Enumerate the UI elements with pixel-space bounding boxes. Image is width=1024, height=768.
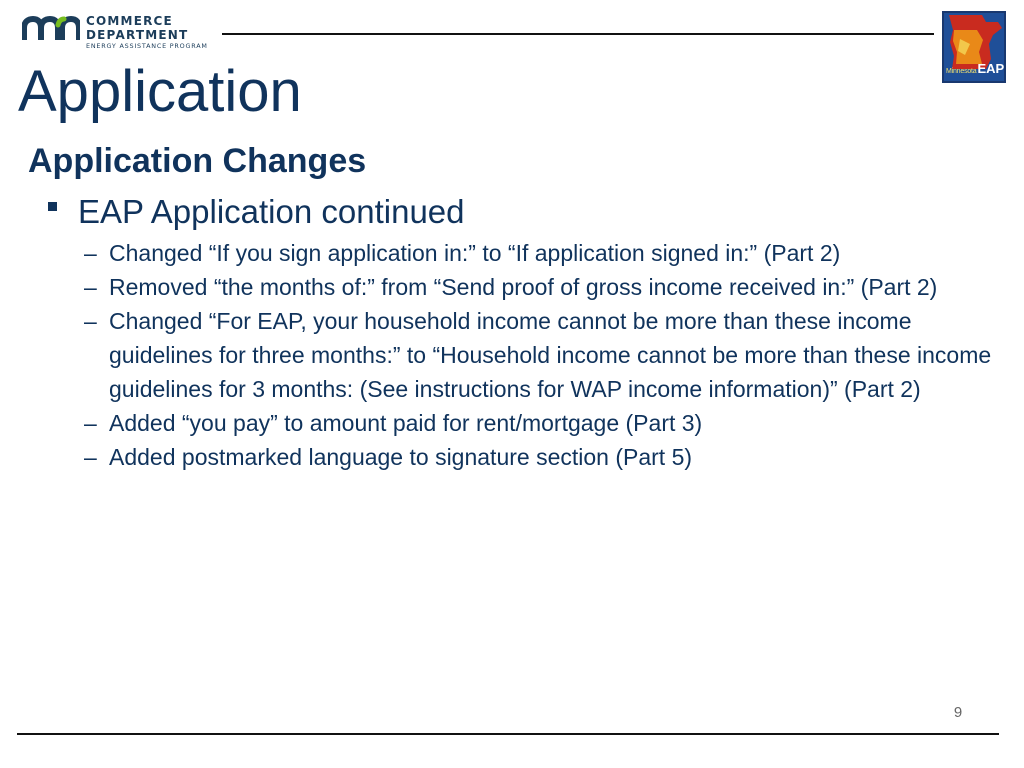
dash-bullet: –	[84, 410, 97, 436]
change-list-item	[84, 304, 994, 406]
change-text: Changed “For EAP, your household income cannot be more than these income guidelines for three months:” to “Household income cannot be more than these income guidelines for 3 months: (See instructions for WAP income information)” (Part 2)	[109, 308, 992, 402]
eap-label: EAP	[977, 61, 1005, 76]
dash-bullet: –	[84, 240, 97, 266]
logo-program: ENERGY ASSISTANCE PROGRAM	[86, 42, 208, 50]
change-text: Added “you pay” to amount paid for rent/mortgage (Part 3)	[109, 410, 703, 436]
change-list-item	[84, 440, 994, 474]
dash-bullet: –	[84, 274, 97, 300]
change-list-item	[84, 406, 994, 440]
change-list-item	[84, 270, 994, 304]
mn-commerce-logo	[22, 14, 222, 54]
logo-department: DEPARTMENT	[86, 28, 189, 42]
page-number: 9	[953, 704, 963, 721]
logo-wordmark	[86, 15, 208, 49]
eap-caption	[946, 60, 1004, 78]
section-heading: Application Changes	[28, 142, 367, 180]
slide-title: Application	[18, 59, 302, 124]
mn-logo-mark	[22, 16, 80, 42]
change-text: Removed “the months of:” from “Send proof of gross income received in:” (Part 2)	[109, 274, 938, 300]
change-list-item	[84, 236, 994, 270]
dash-bullet: –	[84, 308, 97, 334]
header-rule	[222, 33, 934, 35]
change-list	[84, 236, 994, 474]
change-text: Added postmarked language to signature section (Part 5)	[109, 444, 693, 470]
change-text: Changed “If you sign application in:” to “If application signed in:” (Part 2)	[109, 240, 841, 266]
footer-rule	[17, 733, 999, 735]
square-bullet-icon	[48, 202, 57, 211]
dash-bullet: –	[84, 444, 97, 470]
main-bullet-text: EAP Application continued	[78, 193, 465, 230]
main-bullet	[48, 194, 465, 230]
eap-minnesota-label: Minnesota	[946, 68, 977, 75]
logo-commerce: COMMERCE	[86, 14, 173, 28]
minnesota-eap-logo	[942, 11, 1006, 83]
